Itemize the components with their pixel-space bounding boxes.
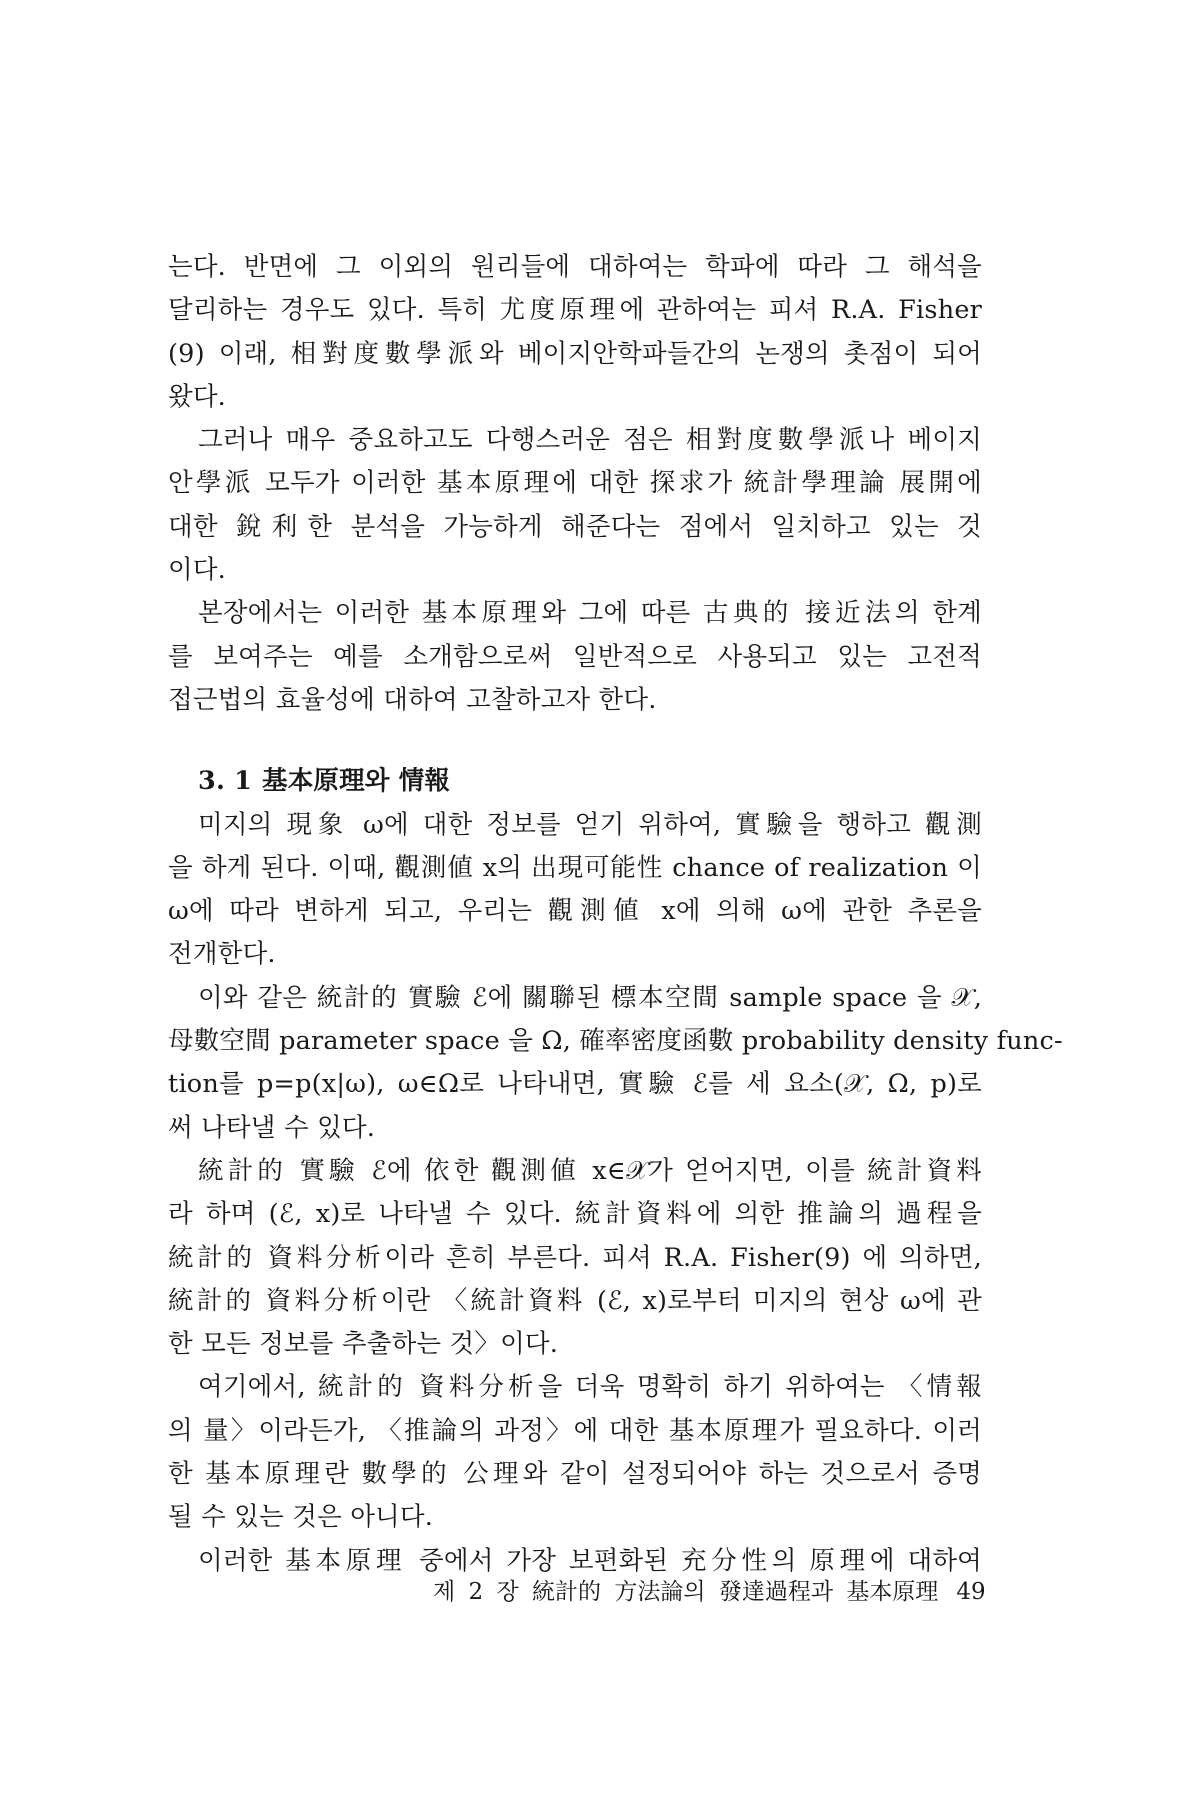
- text-line: 를 보여주는 예를 소개함으로써 일반적으로 사용되고 있는 고전적: [168, 641, 982, 672]
- text-line: 안學派 모두가 이러한 基本原理에 대한 探求가 統計學理論 展開에: [168, 468, 982, 499]
- text-line: 이러한 基本原理 중에서 가장 보편화된 充分性의 原理에 대하여: [198, 1545, 982, 1576]
- section-title: 基本原理와 情報: [262, 766, 451, 797]
- text-line: 미지의 現象 ω에 대한 정보를 얻기 위하여, 實驗을 행하고 觀測: [198, 809, 982, 840]
- text-line: 라 하며 (ℰ, x)로 나타낼 수 있다. 統計資料에 의한 推論의 過程을: [168, 1199, 982, 1230]
- text-line: 統計的 資料分析이란 〈統計資料 (ℰ, x)로부터 미지의 현상 ω에 관: [168, 1285, 982, 1316]
- text-line: 한 모든 정보를 추출하는 것〉이다.: [168, 1329, 559, 1360]
- text-line: 달리하는 경우도 있다. 특히 尤度原理에 관하여는 피셔 R.A. Fisher: [168, 295, 982, 326]
- text-line: 을 하게 된다. 이때, 觀測値 x의 出現可能性 chance of realization 이: [168, 852, 982, 883]
- text-line: 대한 銳利한 분석을 가능하게 해준다는 점에서 일치하고 있는 것: [168, 511, 982, 542]
- text-line: 본장에서는 이러한 基本原理와 그에 따른 古典的 接近法의 한계: [198, 598, 982, 629]
- text-line: 이다.: [168, 555, 226, 586]
- text-line: 그러나 매우 중요하고도 다행스러운 점은 相對度數學派나 베이지: [198, 425, 982, 456]
- text-line: 는다. 반면에 그 이외의 원리들에 대하여는 학파에 따라 그 해석을: [168, 252, 982, 282]
- text-line: 접근법의 효율성에 대하여 고찰하고자 한다.: [168, 684, 657, 715]
- text-line: 될 수 있는 것은 아니다.: [168, 1502, 434, 1533]
- text-line: 統計的 資料分析이라 흔히 부른다. 피셔 R.A. Fisher(9) 에 의하면,: [168, 1242, 982, 1273]
- text-line: tion를 p=p(x|ω), ω∈Ω로 나타내면, 實驗 ℰ를 세 요소(𝒳, Ω, p)로: [168, 1069, 982, 1100]
- text-line: ω에 따라 변하게 되고, 우리는 觀測値 x에 의해 ω에 관한 추론을: [168, 896, 982, 927]
- page-number: 49: [956, 1579, 986, 1605]
- text-line: 여기에서, 統計的 資料分析을 더욱 명확히 하기 위하여는 〈情報: [198, 1372, 982, 1403]
- text-line: 의 量〉이라든가, 〈推論의 과정〉에 대한 基本原理가 필요하다. 이러: [168, 1415, 982, 1446]
- text-line: 한 基本原理란 數學的 公理와 같이 설정되어야 하는 것으로서 증명: [168, 1459, 982, 1490]
- text-line: 전개한다.: [168, 939, 276, 970]
- section-gap: [168, 722, 982, 760]
- body-text: [168, 246, 1063, 1583]
- running-head: 제 2 장 統計的 方法論의 發達過程과 基本原理: [433, 1579, 939, 1605]
- text-line: 母數空間 parameter space 을 Ω, 確率密度函數 probability density func-: [168, 1026, 1063, 1057]
- text-line: 써 나타낼 수 있다.: [168, 1112, 376, 1143]
- text-line: 統計的 實驗 ℰ에 依한 觀測値 x∈𝒳가 얻어지면, 이를 統計資料: [198, 1155, 982, 1186]
- section-number: 3. 1: [198, 766, 253, 797]
- text-line: 이와 같은 統計的 實驗 ℰ에 關聯된 標本空間 sample space 을 𝒳,: [198, 982, 982, 1013]
- text-line: 왔다.: [168, 381, 226, 412]
- section-heading: [168, 760, 982, 803]
- text-line: (9) 이래, 相對度數學派와 베이지안학파들간의 논쟁의 촛점이 되어: [168, 338, 982, 369]
- page-footer: [433, 1573, 986, 1606]
